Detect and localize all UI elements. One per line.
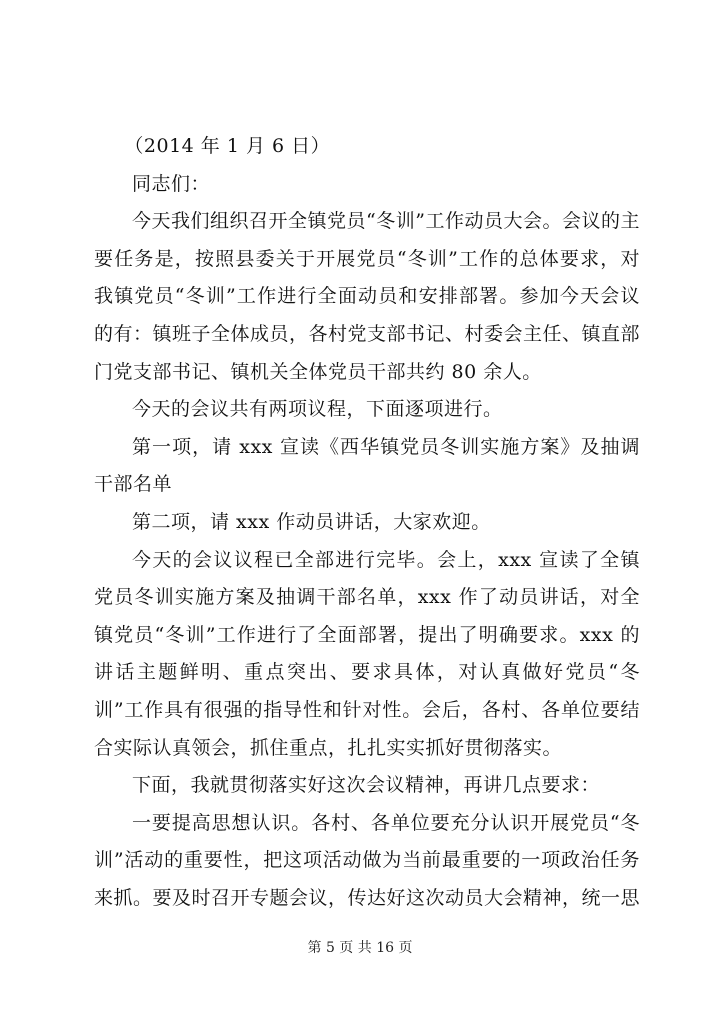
paragraph-summary: 今天的会议议程已全部进行完毕。会上，xxx 宣读了全镇党员冬训实施方案及抽调干部名单，xxx 作了动员讲话，对全镇党员“冬训”工作进行了全面部署，提出了明确要求。xxx 的讲话主题鲜明、重点突出、要求具体，对认真做好党员“冬训”工作具有很强的指导性和针对性。会后，各村、各单位要结合实际认真领会，抓住重点，扎扎实实抓好贯彻落实。 — [94, 548, 640, 759]
speech-date: （2014 年 1 月 6 日） — [124, 135, 331, 157]
paragraph-requirement-1: 一要提高思想认识。各村、各单位要充分认识开展党员“冬训”活动的重要性，把这项活动做为当前最重要的一项政治任务来抓。要及时召开专题会议，传达好这次动员大会精神，统一思 — [94, 811, 641, 909]
salutation: 同志们： — [132, 172, 211, 195]
paragraph-requirements-intro: 下面，我就贯彻落实好这次会议精神，再讲几点要求： — [132, 774, 601, 797]
paragraph-agenda-item-1: 第一项，请 xxx 宣读《西华镇党员冬训实施方案》及抽调干部名单 — [94, 435, 640, 496]
paragraph-opening: 今天我们组织召开全镇党员“冬训”工作动员大会。会议的主要任务是，按照县委关于开展党员“冬训”工作的总体要求，对我镇党员“冬训”工作进行全面动员和安排部署。参加今天会议的有：镇班子全体成员，各村党支部书记、村委会主任、镇直部门党支部书记、镇机关全体党员干部共约 80 余人。 — [94, 210, 641, 383]
paragraph-agenda-item-2: 第二项，请 xxx 作动员讲话，大家欢迎。 — [132, 510, 491, 533]
page-number: 第 5 页 共 16 页 — [307, 940, 413, 956]
paragraph-agenda: 今天的会议共有两项议程，下面逐项进行。 — [132, 398, 503, 421]
document-body — [94, 128, 640, 917]
